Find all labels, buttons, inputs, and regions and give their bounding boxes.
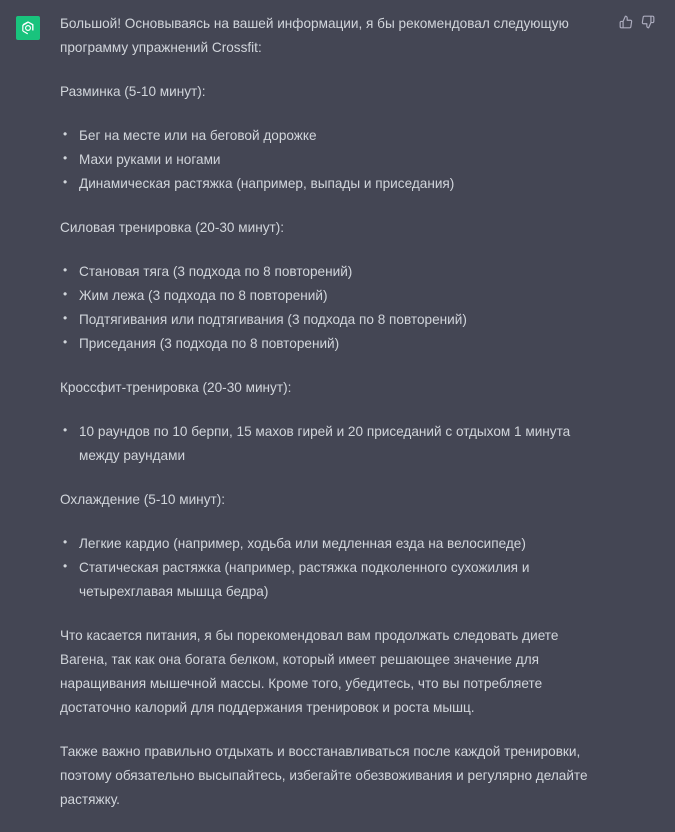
warmup-list <box>60 124 600 196</box>
list-item: • Махи руками и ногами <box>60 148 600 172</box>
crossfit-list <box>60 420 600 468</box>
section-title-warmup: Разминка (5-10 минут): <box>60 84 206 99</box>
section-title-crossfit: Кроссфит-тренировка (20-30 минут): <box>60 380 292 395</box>
strength-list <box>60 260 600 356</box>
feedback-buttons <box>619 15 655 29</box>
list-item: • 10 раундов по 10 берпи, 15 махов гирей и 20 приседаний с отдыхом 1 минута между раундами <box>60 420 600 468</box>
thumbs-up-icon <box>619 15 633 29</box>
openai-logo-icon <box>19 19 37 37</box>
list-item: • Динамическая растяжка (например, выпады и приседания) <box>60 172 600 196</box>
list-item: • Бег на месте или на беговой дорожке <box>60 124 600 148</box>
thumbs-up-button[interactable] <box>619 15 633 29</box>
intro-paragraph: Большой! Основываясь на вашей информации, я бы рекомендовал следующую программу упражнений Crossfit: <box>60 16 569 55</box>
list-item: • Подтягивания или подтягивания (3 подхода по 8 повторений) <box>60 308 600 332</box>
list-item: • Жим лежа (3 подхода по 8 повторений) <box>60 284 600 308</box>
thumbs-down-button[interactable] <box>641 15 655 29</box>
rest-paragraph: Также важно правильно отдыхать и восстанавливаться после каждой тренировки, поэтому обязательно высыпайтесь, избегайте обезвоживания и регулярно делайте растяжку. <box>60 744 588 807</box>
list-item: • Статическая растяжка (например, растяжка подколенного сухожилия и четырехглавая мышца бедра) <box>60 556 600 604</box>
list-item: • Легкие кардио (например, ходьба или медленная езда на велосипеде) <box>60 532 600 556</box>
list-item: • Становая тяга (3 подхода по 8 повторений) <box>60 260 600 284</box>
nutrition-paragraph: Что касается питания, я бы порекомендовал вам продолжать следовать диете Вагена, так как она богата белком, который имеет решающее значение для наращивания мышечной массы. Кроме того, убедитесь, что вы потребляете достаточно калорий для поддержания тренировок и роста мышц. <box>60 628 559 715</box>
message-content <box>60 12 600 832</box>
section-title-strength: Силовая тренировка (20-30 минут): <box>60 220 285 235</box>
section-title-cooldown: Охлаждение (5-10 минут): <box>60 492 226 507</box>
cooldown-list <box>60 532 600 604</box>
thumbs-down-icon <box>641 15 655 29</box>
list-item: • Приседания (3 подхода по 8 повторений) <box>60 332 600 356</box>
assistant-avatar <box>16 16 40 40</box>
